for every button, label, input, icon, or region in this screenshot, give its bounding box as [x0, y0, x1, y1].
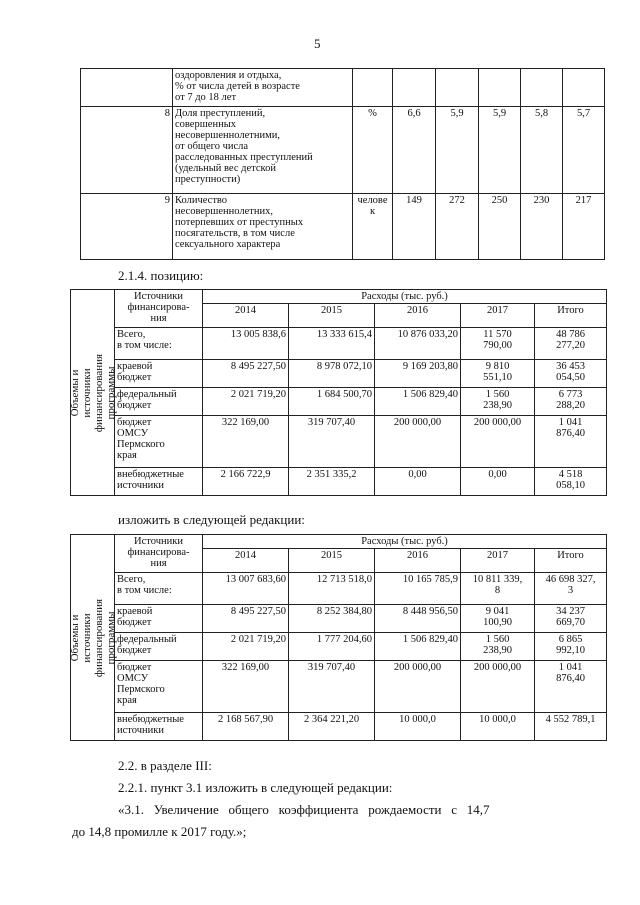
year-header: 2016: [375, 304, 461, 328]
table-row: 9 Количество несовершеннолетних, потерпевших от преступных посягательств, в том числе сексуального характера челове к 149 272 250 230 217: [81, 194, 605, 260]
table-row: [81, 69, 605, 107]
table-row: федеральный бюджет 2 021 719,20 1 777 204,60 1 506 829,40 1 560 238,90 6 865 992,10: [71, 633, 607, 661]
paragraph-3-1-line2: до 14,8 промилле к 2017 году.»;: [72, 824, 247, 839]
table-row: краевой бюджет 8 495 227,50 8 252 384,80 8 448 956,50 9 041 100,90 34 237 669,70: [71, 605, 607, 633]
page-number: 5: [314, 36, 321, 51]
year-header: 2014: [203, 304, 289, 328]
paragraph-2-2-1: 2.2.1. пункт 3.1 изложить в следующей редакции:: [118, 780, 393, 795]
side-label: Объемы и источники финансирования программы: [71, 290, 115, 496]
paragraph-new-edition: изложить в следующей редакции:: [118, 512, 305, 527]
sources-header: Источники финансирова- ния: [115, 290, 203, 328]
indicators-table: [80, 68, 605, 260]
side-label: Объемы и источники финансирования программы: [71, 535, 115, 741]
total-header: Итого: [535, 304, 607, 328]
row-index: 8: [81, 107, 173, 194]
expenses-header: Расходы (тыс. руб.): [203, 290, 607, 304]
year-header: 2015: [289, 549, 375, 573]
table-row: федеральный бюджет 2 021 719,20 1 684 500,70 1 506 829,40 1 560 238,90 6 773 288,20: [71, 388, 607, 416]
table-row: 8 Доля преступлений, совершенных несовершеннолетними, от общего числа расследованных преступлений (удельный вес детской преступности) % 6,6 5,9 5,9 5,8 5,7: [81, 107, 605, 194]
expenses-header: Расходы (тыс. руб.): [203, 535, 607, 549]
year-header: 2017: [461, 549, 535, 573]
total-header: Итого: [535, 549, 607, 573]
paragraph-2-2: 2.2. в разделе III:: [118, 758, 212, 773]
financing-table-new: [70, 534, 607, 741]
table-row: Всего, в том числе: 13 005 838,6 13 333 615,4 10 876 033,20 11 570 790,00 48 786 277,20: [71, 328, 607, 360]
paragraph-3-1-line1: «3.1. Увеличение общего коэффициента рождаемости с 14,7: [118, 802, 490, 817]
financing-table-old: [70, 289, 607, 496]
table-row: [71, 290, 607, 304]
unit-cell: %: [353, 107, 393, 194]
table-row: внебюджетные источники 2 166 722,9 2 351 335,2 0,00 0,00 4 518 058,10: [71, 468, 607, 496]
table-row: бюджет ОМСУ Пермского края 322 169,00 319 707,40 200 000,00 200 000,00 1 041 876,40: [71, 416, 607, 468]
year-header: 2017: [461, 304, 535, 328]
indicator-name: Доля преступлений, совершенных несовершеннолетними, от общего числа расследованных преступлений (удельный вес детской преступности): [173, 107, 353, 194]
paragraph-2-1-4: 2.1.4. позицию:: [118, 268, 204, 283]
table-row: Всего, в том числе: 13 007 683,60 12 713 518,0 10 165 785,9 10 811 339, 8 46 698 327, 3: [71, 573, 607, 605]
table-row: бюджет ОМСУ Пермского края 322 169,00 319 707,40 200 000,00 200 000,00 1 041 876,40: [71, 661, 607, 713]
table-row: [71, 535, 607, 549]
year-header: 2014: [203, 549, 289, 573]
row-index: 9: [81, 194, 173, 260]
indicator-name: Количество несовершеннолетних, потерпевших от преступных посягательств, в том числе сексуального характера: [173, 194, 353, 260]
year-header: 2016: [375, 549, 461, 573]
table-row: внебюджетные источники 2 168 567,90 2 364 221,20 10 000,0 10 000,0 4 552 789,1: [71, 713, 607, 741]
table-row: краевой бюджет 8 495 227,50 8 978 072,10 9 169 203,80 9 810 551,10 36 453 054,50: [71, 360, 607, 388]
indicator-name: оздоровления и отдыха, % от числа детей в возрасте от 7 до 18 лет: [173, 69, 353, 107]
year-header: 2015: [289, 304, 375, 328]
sources-header: Источники финансирова- ния: [115, 535, 203, 573]
unit-cell: челове к: [353, 194, 393, 260]
